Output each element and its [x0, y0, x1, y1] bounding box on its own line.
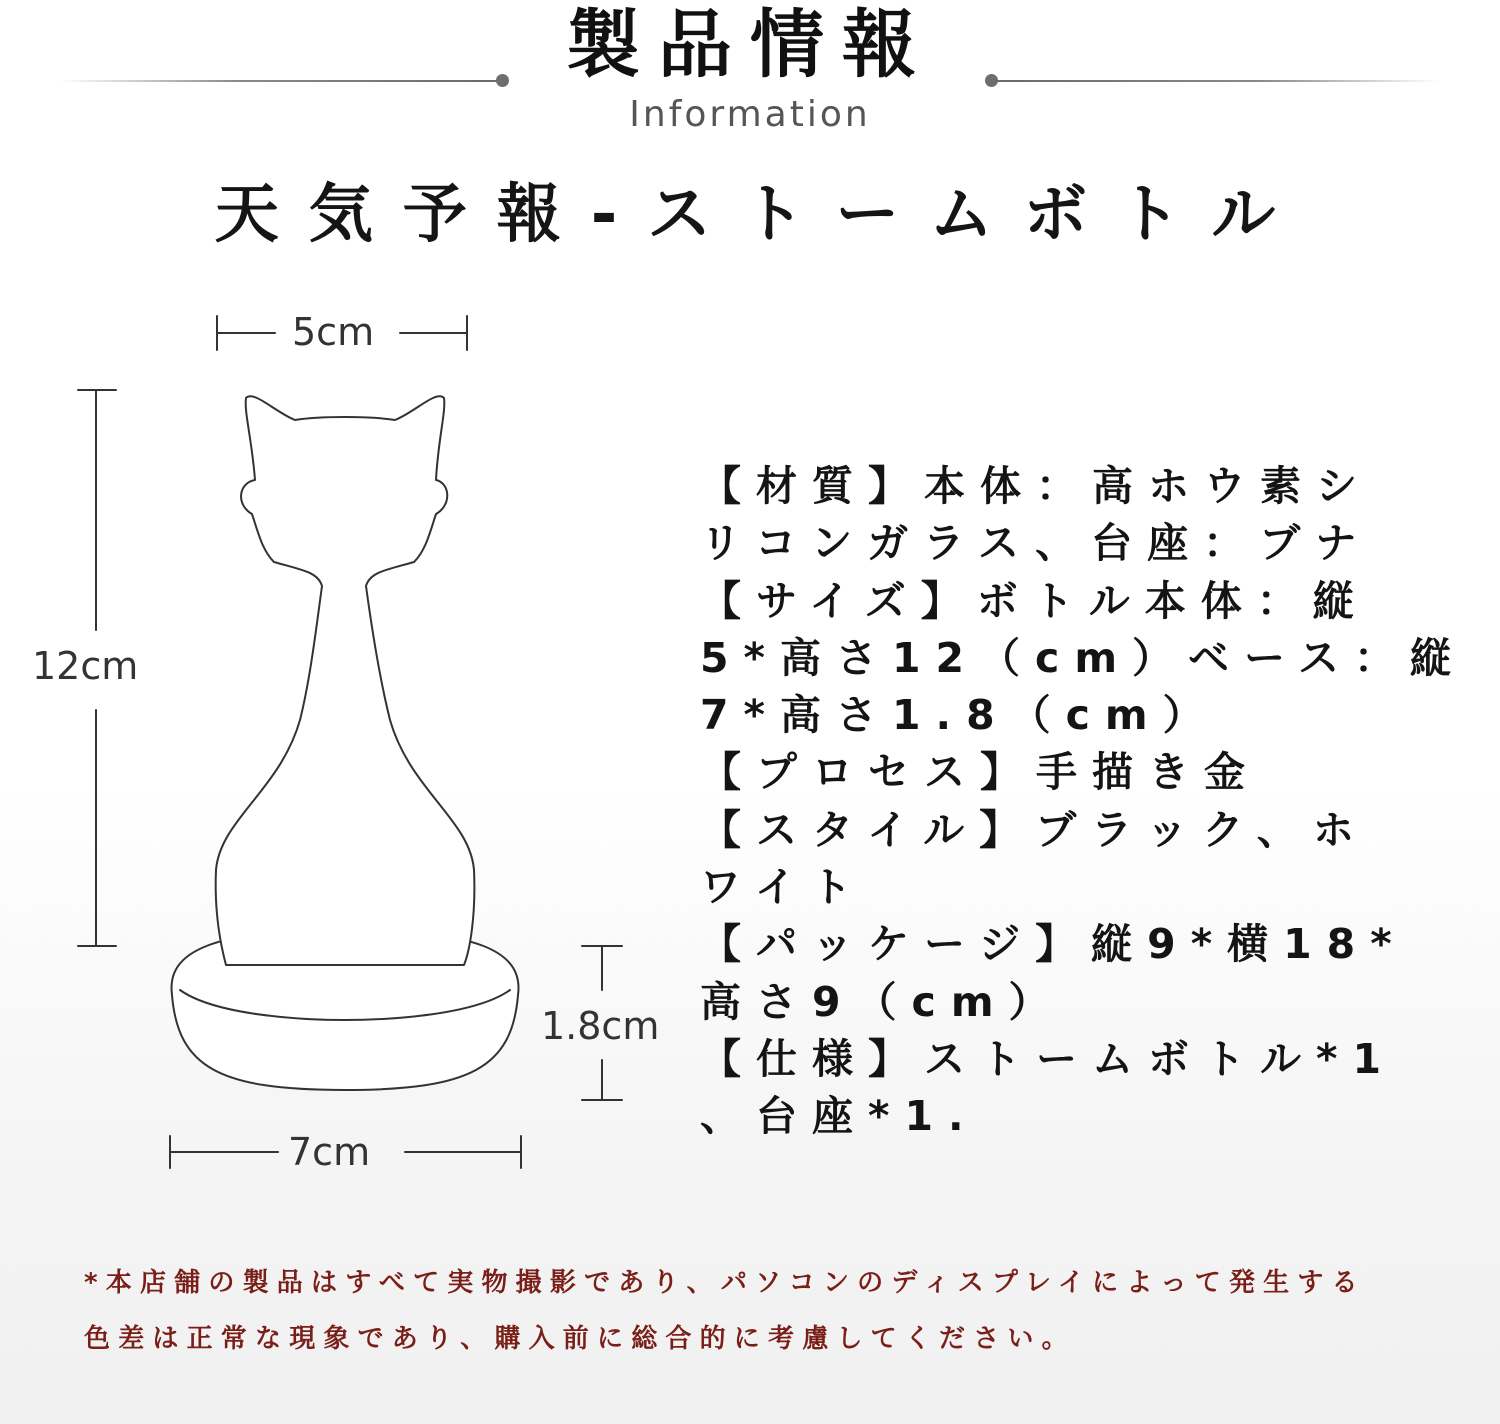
section-subtitle: Information [629, 94, 871, 135]
spec-line: 【パッケージ】縦9*横18* [700, 920, 1407, 969]
product-title: 天気予報-ストームボトル [214, 178, 1306, 252]
spec-line: リコンガラス、台座：ブナ [700, 519, 1372, 568]
section-title: 製品情報 [566, 2, 934, 88]
spec-line: 7*高さ1.8（cm） [700, 691, 1219, 740]
spec-line: 高さ9（cm） [700, 977, 1065, 1026]
header-divider-dot-left [496, 74, 509, 87]
dimension-label-width-base: 7cm [288, 1130, 371, 1174]
dimension-label-height-bottle: 12cm [32, 644, 139, 688]
spec-line: 【材質】本体：高ホウ素シ [700, 462, 1372, 510]
product-diagram [0, 300, 690, 1200]
dimension-label-height-base: 1.8cm [541, 1004, 660, 1048]
product-specifications [700, 458, 1480, 1146]
disclaimer-line-1: *本店舗の製品はすべて実物撮影であり、パソコンのディスプレイによって発生する [84, 1268, 1366, 1298]
header-divider-left [60, 80, 500, 82]
spec-line: 5*高さ12（cm）ベース：縦 [700, 633, 1466, 682]
spec-line: ワイト [700, 863, 867, 912]
spec-line: 【スタイル】ブラック、ホ [700, 805, 1369, 854]
bottle-outline [216, 396, 475, 965]
spec-line: 【サイズ】ボトル本体：縦 [700, 576, 1369, 625]
spec-line: 【仕様】ストームボトル*1 [700, 1034, 1396, 1083]
spec-line: 、台座*1. [700, 1092, 979, 1141]
dimension-label-width-top: 5cm [292, 310, 375, 354]
header-divider-right [995, 80, 1440, 82]
disclaimer-line-2: 色差は正常な現象であり、購入前に総合的に考慮してください。 [84, 1324, 1076, 1354]
spec-line: 【プロセス】手描き金 [700, 748, 1260, 797]
